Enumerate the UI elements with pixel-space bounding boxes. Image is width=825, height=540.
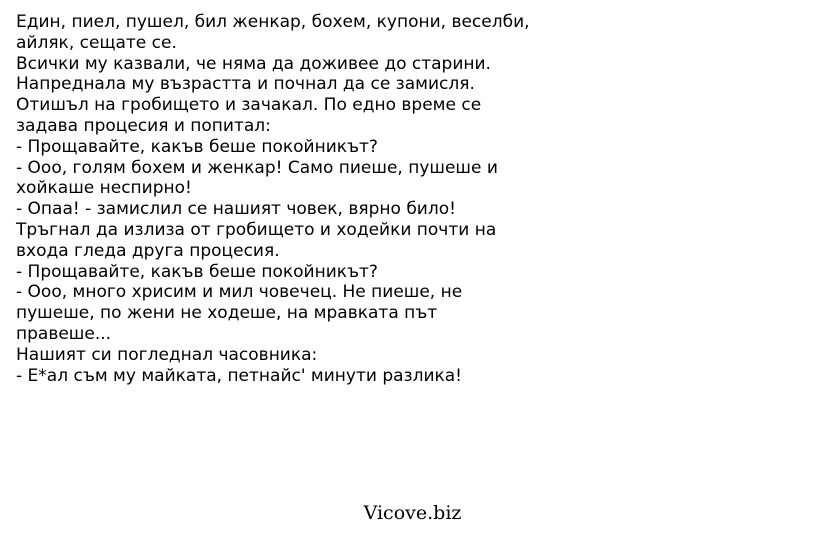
joke-line: - Ооо, голям бохем и женкар! Само пиеше, пушеше и: [16, 157, 498, 178]
joke-text: [16, 12, 816, 386]
joke-line: пушеше, по жени не ходеше, на мравката път: [16, 303, 438, 324]
joke-line: - Опаа! - замислил се нашият човек, вярно било!: [16, 199, 456, 220]
joke-line: Тръгнал да излиза от гробището и ходейки почти на: [16, 219, 497, 240]
joke-line: задава процесия и попитал:: [16, 115, 271, 136]
joke-line: входа гледа друга процесия.: [16, 240, 280, 261]
joke-line: правеше...: [16, 323, 112, 344]
joke-line: Един, пиел, пушел, бил женкар, бохем, купони, веселби,: [16, 12, 530, 32]
joke-line: Всички му казвали, че няма да доживее до старини.: [16, 53, 491, 74]
joke-line: Напреднала му възрастта и почнал да се замисля.: [16, 74, 475, 95]
joke-line: хойкаше неспирно!: [16, 178, 192, 199]
joke-line: - Прощавайте, какъв беше покойникът?: [16, 136, 378, 157]
joke-line: - Прощавайте, какъв беше покойникът?: [16, 261, 378, 282]
site-watermark: Vicove.biz: [363, 502, 462, 524]
joke-line: - Ооо, много хрисим и мил човечец. Не пиеше, не: [16, 282, 463, 303]
joke-line: - Е*ал съм му майката, петнайс' минути разлика!: [16, 365, 462, 386]
joke-line: Отишъл на гробището и зачакал. По едно време се: [16, 95, 482, 116]
joke-line: Нашият си погледнал часовника:: [16, 344, 318, 365]
joke-line: айляк, сещате се.: [16, 32, 177, 53]
